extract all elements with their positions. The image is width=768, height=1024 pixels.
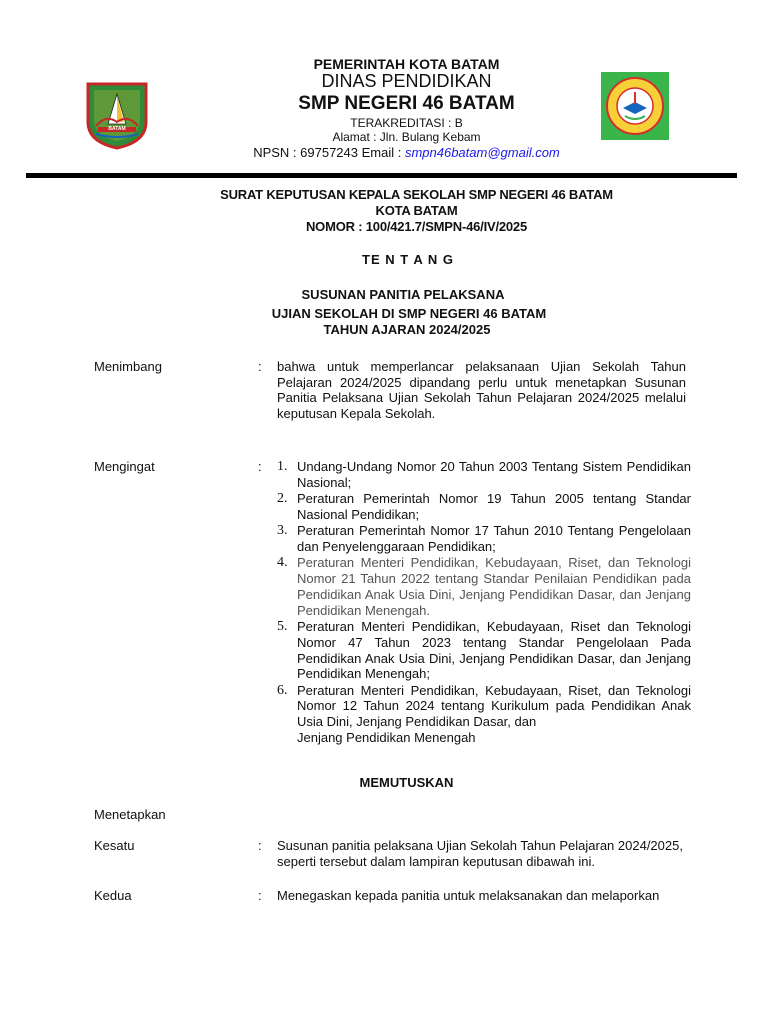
kedua-colon: : bbox=[258, 888, 262, 903]
kesatu-label: Kesatu bbox=[94, 838, 135, 853]
list-item bbox=[277, 459, 691, 491]
list-text: Undang-Undang Nomor 20 Tahun 2003 Tentang Sistem Pendidikan Nasional; bbox=[297, 459, 691, 490]
subject-line-1: SUSUNAN PANITIA PELAKSANA bbox=[301, 287, 505, 302]
npsn-email-label: NPSN : 69757243 Email : bbox=[253, 145, 405, 160]
menimbang-text: bahwa untuk memperlancar pelaksanaan Ujian Sekolah Tahun Pelajaran 2024/2025 dipandang perlu untuk menetapkan Susunan Panitia Pelaksana Ujian Sekolah Tahun Pelajaran 2024/2025 melalui keputusan Kepala Sekolah. bbox=[277, 359, 686, 421]
subject-line-2: UJIAN SEKOLAH DI SMP NEGERI 46 BATAM bbox=[271, 306, 547, 321]
list-item bbox=[277, 523, 691, 555]
mengingat-colon: : bbox=[258, 459, 262, 474]
list-number: 4. bbox=[277, 555, 288, 571]
decree-number: NOMOR : 100/421.7/SMPN-46/IV/2025 bbox=[305, 219, 527, 234]
school-name: SMP NEGERI 46 BATAM bbox=[298, 93, 515, 114]
mengingat-list bbox=[277, 459, 691, 746]
decree-title: SURAT KEPUTUSAN KEPALA SEKOLAH SMP NEGERI 46 BATAM bbox=[220, 187, 613, 202]
department-name: DINAS PENDIDIKAN bbox=[321, 71, 492, 91]
kesatu-colon: : bbox=[258, 838, 262, 853]
list-text: Peraturan Menteri Pendidikan, Kebudayaan, Riset, dan Teknologi Nomor 21 Tahun 2022 tentang Standar Penilaian Pendidikan pada Pendidikan Anak Usia Dini, Jenjang Pendidikan Dasar, dan Jenjang Pendidikan Menengah. bbox=[297, 555, 691, 618]
list-text: Peraturan Menteri Pendidikan, Kebudayaan, Riset, dan Teknologi Nomor 12 Tahun 2024 tentang Kurikulum pada Pendidikan Anak Usia Dini, Jenjang Pendidikan Dasar, dan bbox=[297, 682, 691, 730]
subject-line-3: TAHUN AJARAN 2024/2025 bbox=[323, 322, 491, 337]
kedua-text: Menegaskan kepada panitia untuk melaksanakan dan melaporkan bbox=[277, 888, 660, 903]
contact-line bbox=[0, 145, 768, 160]
tentang-heading: TE N T A N G bbox=[362, 252, 454, 267]
list-text: Peraturan Menteri Pendidikan, Kebudayaan, Riset dan Teknologi Nomor 47 Tahun 2023 tentang Standar Pengelolaan Pada Pendidikan Anak Usia Dini, Jenjang Pendidikan Dasar, dan Jenjang Pendidikan Menengah; bbox=[297, 618, 691, 682]
menetapkan-label: Menetapkan bbox=[94, 807, 166, 822]
list-number: 6. bbox=[277, 682, 288, 698]
kedua-label: Kedua bbox=[94, 888, 132, 903]
school-address: Alamat : Jln. Bulang Kebam bbox=[332, 130, 481, 144]
kesatu-line-1: Susunan panitia pelaksana Ujian Sekolah Tahun Pelajaran 2024/2025, bbox=[277, 838, 683, 853]
menimbang-colon: : bbox=[258, 359, 262, 374]
list-text: Peraturan Pemerintah Nomor 17 Tahun 2010 Tentang Pengelolaan dan Penyelenggaraan Pendidikan; bbox=[297, 523, 691, 554]
crest-text: BATAM bbox=[108, 126, 126, 132]
list-item bbox=[277, 683, 691, 746]
list-number: 1. bbox=[277, 459, 288, 474]
list-item bbox=[277, 491, 691, 523]
list-item bbox=[277, 555, 691, 618]
kesatu-line-2: seperti tersebut dalam lampiran keputusan dibawah ini. bbox=[277, 853, 595, 869]
mengingat-label: Mengingat bbox=[94, 459, 155, 474]
government-name: PEMERINTAH KOTA BATAM bbox=[313, 56, 500, 72]
list-item bbox=[277, 619, 691, 682]
list-text-continued: Jenjang Pendidikan Menengah bbox=[297, 730, 476, 746]
email-link[interactable]: smpn46batam@gmail.com bbox=[404, 145, 560, 160]
letterhead-divider bbox=[26, 173, 737, 178]
list-number: 3. bbox=[277, 523, 288, 539]
decree-city: KOTA BATAM bbox=[375, 203, 458, 218]
accreditation: TERAKREDITASI : B bbox=[350, 116, 463, 130]
memutuskan-heading: MEMUTUSKAN bbox=[359, 775, 454, 790]
list-number: 2. bbox=[277, 491, 288, 507]
menimbang-label: Menimbang bbox=[94, 359, 162, 374]
list-number: 5. bbox=[277, 618, 288, 634]
list-text: Peraturan Pemerintah Nomor 19 Tahun 2005 tentang Standar Nasional Pendidikan; bbox=[297, 491, 691, 522]
kesatu-text bbox=[277, 838, 683, 869]
